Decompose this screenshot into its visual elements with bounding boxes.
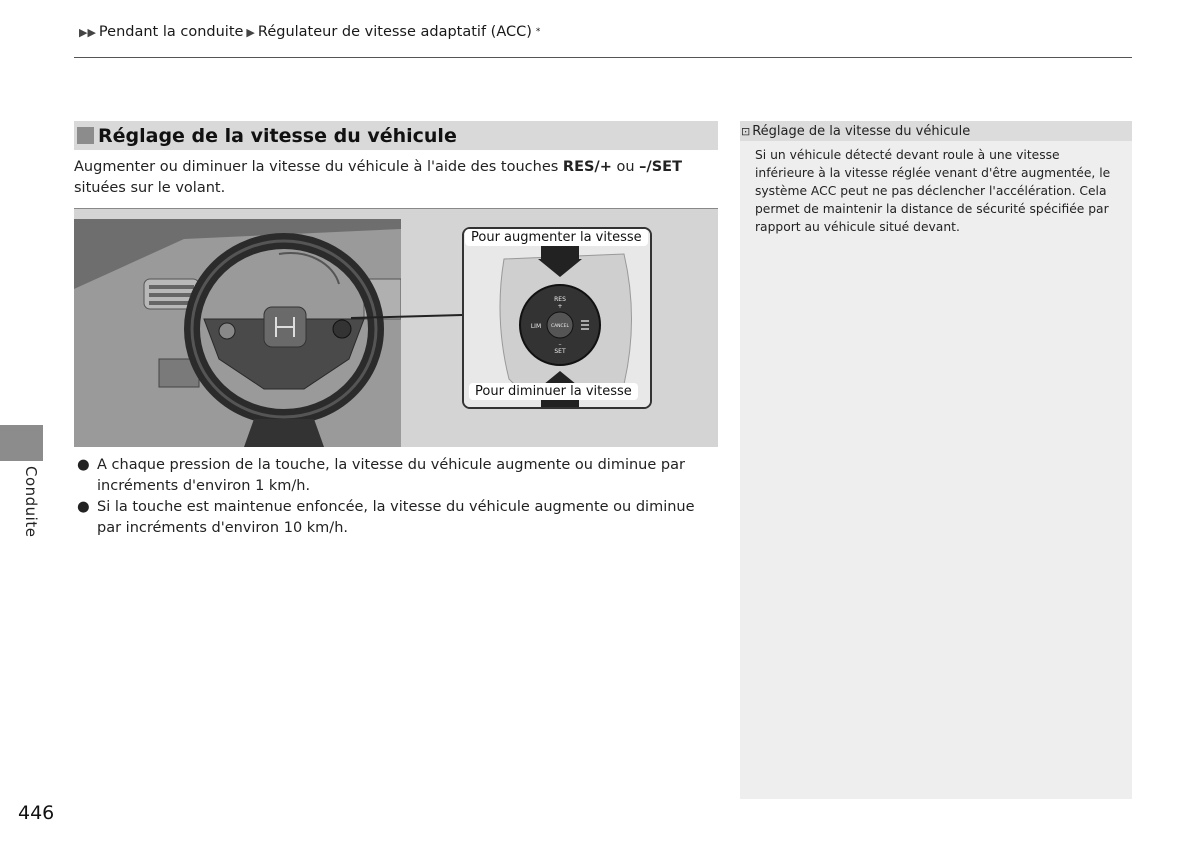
steering-wheel-figure (74, 208, 718, 447)
bullet-icon: ● (77, 457, 90, 473)
switch-cancel-label: CANCEL (550, 324, 570, 329)
intro-text-or: ou (611, 159, 640, 175)
note-text: Si un véhicule détecté devant roule à une vitesse inférieure à la vitesse réglée venant d'être augmentée, le système ACC peut ne pas déclencher l'accélération. Cela permet de maintenir la distance de sécurité spécifiée par rapport au véhicule situé devant. (755, 148, 1111, 234)
chapter-label: Conduite (22, 466, 40, 538)
breadcrumb-level1[interactable]: Pendant la conduite (98, 24, 244, 40)
chapter-tab[interactable] (0, 425, 43, 461)
switch-closeup (462, 227, 652, 409)
switch-plus-label: + (557, 303, 563, 310)
bullet-list (74, 455, 719, 539)
switch-res-label: RES (554, 296, 566, 303)
breadcrumb-level2[interactable]: Régulateur de vitesse adaptatif (ACC) (257, 24, 532, 40)
key-res-label: RES/+ (562, 159, 612, 175)
breadcrumb-arrows-icon: ▶▶ (79, 25, 96, 39)
breadcrumb-separator-icon: ▶ (246, 25, 255, 39)
intro-text-before: Augmenter ou diminuer la vitesse du véhicule à l'aide des touches (74, 159, 563, 175)
list-item (74, 497, 719, 539)
reference-icon: ⊡ (741, 124, 751, 138)
bullet-icon: ● (77, 499, 90, 515)
side-note (740, 121, 1132, 799)
switch-lim-label: LIM (530, 323, 542, 330)
switch-minus-label: – (558, 341, 562, 348)
bullet-text: A chaque pression de la touche, la vitesse du véhicule augmente ou diminue par incréments d'environ 1 km/h. (97, 457, 685, 494)
section-heading (74, 121, 718, 150)
section-square-icon (77, 127, 94, 144)
header-rule (74, 57, 1132, 58)
acc-switch-icon (464, 229, 650, 407)
section-title: Réglage de la vitesse du véhicule (98, 124, 457, 147)
note-title: Réglage de la vitesse du véhicule (752, 123, 971, 139)
switch-set-label: SET (554, 348, 566, 355)
list-item (74, 455, 719, 497)
page-number: 446 (18, 802, 55, 824)
key-set-label: –/SET (639, 159, 682, 175)
callout-decrease: Pour diminuer la vitesse (469, 383, 638, 400)
intro-text-after: situées sur le volant. (74, 180, 226, 196)
bullet-text: Si la touche est maintenue enfoncée, la vitesse du véhicule augmente ou diminue par incréments d'environ 10 km/h. (97, 499, 695, 536)
optional-equipment-mark: * (535, 27, 541, 37)
section-intro (74, 157, 719, 199)
callout-increase: Pour augmenter la vitesse (465, 229, 648, 246)
breadcrumb (78, 24, 540, 40)
note-heading (740, 121, 1132, 141)
